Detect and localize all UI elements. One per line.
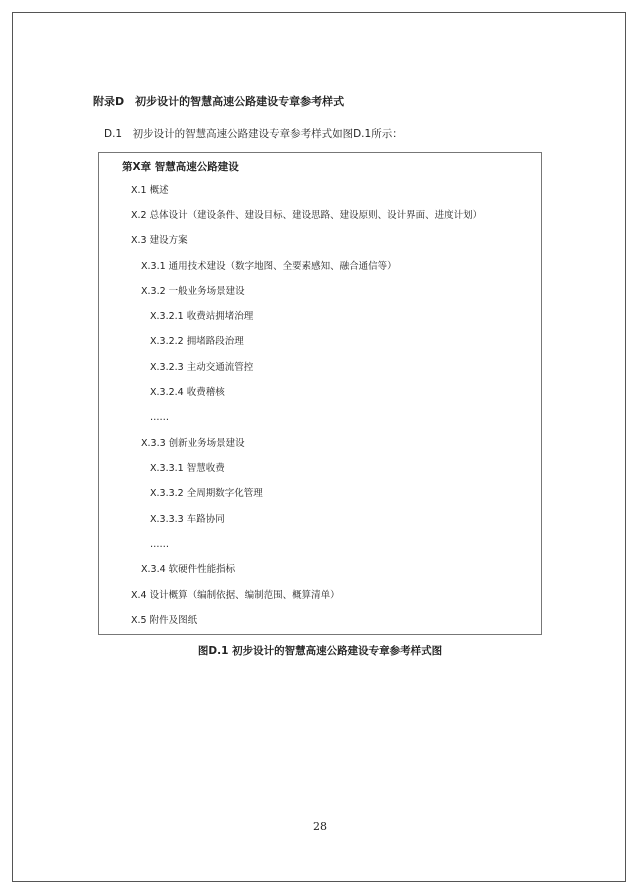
chapter-title: 第X章 智慧高速公路建设 <box>122 161 239 173</box>
outline-ellipsis: …… <box>150 412 169 423</box>
outline-item-x3-4: X.3.4 软硬件性能指标 <box>141 564 236 575</box>
outline-item-x3-2-3: X.3.2.3 主动交通流管控 <box>150 362 254 373</box>
outline-box <box>98 152 542 635</box>
outline-item-x3: X.3 建设方案 <box>131 235 188 246</box>
intro-text: D.1 初步设计的智慧高速公路建设专章参考样式如图D.1所示： <box>104 128 403 140</box>
outline-item-x3-3-1: X.3.3.1 智慧收费 <box>150 463 225 474</box>
outline-ellipsis: …… <box>150 539 169 550</box>
outline-item-x3-1: X.3.1 通用技术建设（数字地图、全要素感知、融合通信等） <box>141 261 397 272</box>
outline-item-x2: X.2 总体设计（建设条件、建设目标、建设思路、建设原则、设计界面、进度计划） <box>131 210 483 221</box>
outline-item-x5: X.5 附件及图纸 <box>131 615 198 626</box>
page-number: 28 <box>313 820 327 833</box>
appendix-heading: 附录D 初步设计的智慧高速公路建设专章参考样式 <box>93 95 345 108</box>
outline-item-x3-3: X.3.3 创新业务场景建设 <box>141 438 245 449</box>
figure-caption: 图D.1 初步设计的智慧高速公路建设专章参考样式图 <box>197 645 443 657</box>
outline-item-x3-2-4: X.3.2.4 收费稽核 <box>150 387 225 398</box>
outline-item-x4: X.4 设计概算（编制依据、编制范围、概算清单） <box>131 590 340 601</box>
outline-item-x3-2-2: X.3.2.2 拥堵路段治理 <box>150 336 244 347</box>
outline-item-x3-2: X.3.2 一般业务场景建设 <box>141 286 245 297</box>
outline-item-x3-2-1: X.3.2.1 收费站拥堵治理 <box>150 311 254 322</box>
outline-item-x3-3-2: X.3.3.2 全周期数字化管理 <box>150 488 263 499</box>
outline-item-x3-3-3: X.3.3.3 车路协同 <box>150 514 225 525</box>
outline-item-x1: X.1 概述 <box>131 185 169 196</box>
